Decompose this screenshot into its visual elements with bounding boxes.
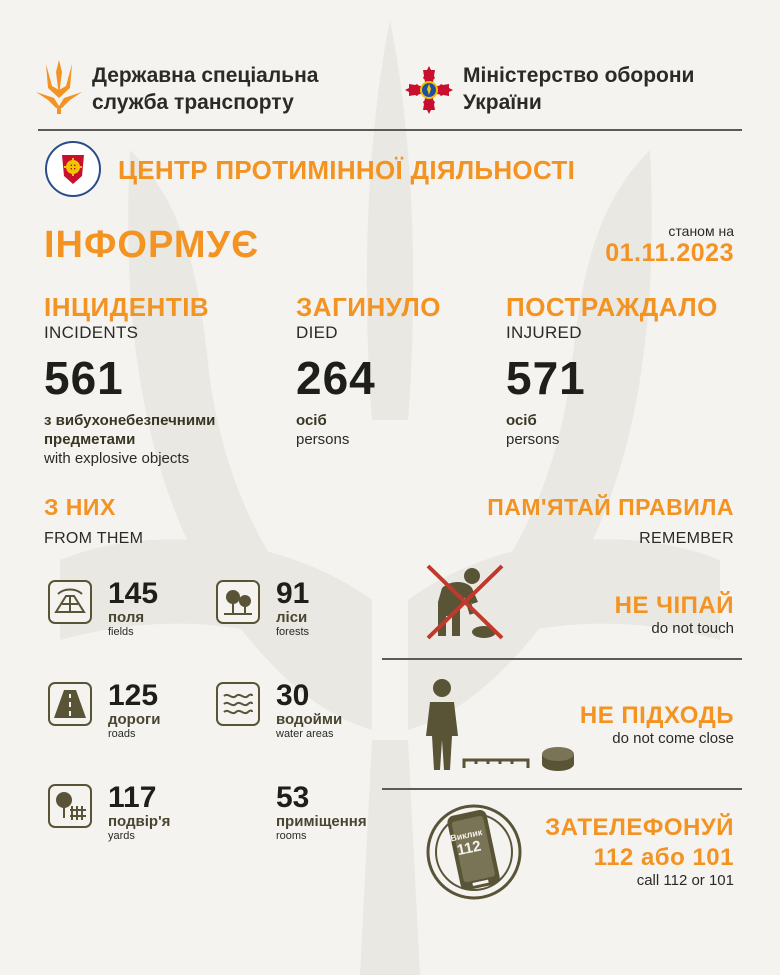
stat-injured-desc-en: persons [506,431,560,448]
rule-do-not-come-close-ua: НЕ ПІДХОДЬ [579,702,734,729]
phone-number: 112 [455,837,483,860]
from-them-en: FROM THEM [44,530,144,547]
category-roads-value: 125 [108,679,159,712]
org1-line1: Державна спеціальна [92,64,319,87]
category-water-ua: водойми [276,711,343,728]
category-rooms-value: 53 [276,781,310,814]
do-not-come-close-icon [418,674,584,774]
category-water-en: water areas [276,728,334,740]
rule-divider-2 [382,788,742,790]
stat-injured [506,292,746,449]
category-rooms-ua: приміщення [276,813,367,830]
stat-died [296,292,496,449]
org2-line2: України [463,91,542,114]
stat-injured-ua: ПОСТРАЖДАЛО [506,292,718,322]
stat-incidents [44,292,294,468]
rule-do-not-touch [615,592,734,637]
category-rooms-en: rooms [276,830,307,842]
stat-incidents-desc-ua: з вибухонебезпечними предметами [44,412,216,448]
stat-injured-desc-ua: осіб [506,412,537,429]
stat-died-ua: ЗАГИНУЛО [296,292,441,322]
stat-died-desc-ua: осіб [296,412,327,429]
as-of-label: станом на [668,223,734,239]
informs-heading: ІНФОРМУЄ [44,224,260,266]
category-fields-ua: поля [108,609,145,626]
category-forests [276,578,309,639]
category-fields [108,578,158,639]
stat-incidents-value: 561 [44,352,124,404]
water-icon [216,682,260,726]
rule-do-not-come-close-en: do not come close [612,730,734,747]
trident-wings-logo [34,58,84,116]
stat-injured-en: INJURED [506,323,582,342]
org2-line1: Міністерство оборони [463,64,695,87]
category-fields-value: 145 [108,577,159,610]
stat-incidents-ua: ІНЦИДЕНТІВ [44,292,210,322]
rule-call-ua: ЗАТЕЛЕФОНУЙ [545,814,734,841]
ministry-cross-emblem [403,64,455,116]
org2-name [463,62,694,116]
category-fields-en: fields [108,626,134,638]
category-yards-ua: подвір'я [108,813,171,830]
rule-call-numbers: 112 або 101 [593,844,734,871]
category-roads-ua: дороги [108,711,161,728]
category-roads-en: roads [108,728,136,740]
category-forests-ua: ліси [276,609,308,626]
category-forests-value: 91 [276,577,310,610]
stat-died-en: DIED [296,323,338,342]
stat-died-value: 264 [296,352,376,404]
category-rooms [276,782,367,843]
rule-call-en: call 112 or 101 [636,872,734,889]
as-of-block [605,223,734,268]
center-title: ЦЕНТР ПРОТИМІННОЇ ДІЯЛЬНОСТІ [118,155,576,185]
category-roads [108,680,160,741]
category-yards-en: yards [108,830,135,842]
rule-call [545,814,734,889]
stat-incidents-desc-en: with explosive objects [44,450,190,467]
remember-heading: ПАМ'ЯТАЙ ПРАВИЛА [487,494,734,520]
remember-en: REMEMBER [639,530,734,547]
forest-icon [216,580,260,624]
mine-action-center-logo [44,140,102,198]
field-icon [48,580,92,624]
org1-name [92,62,318,116]
phone-label: Виклик [449,826,484,844]
category-yards-value: 117 [108,781,157,814]
rule-do-not-touch-ua: НЕ ЧІПАЙ [614,592,734,619]
category-forests-en: forests [276,626,310,638]
category-water-value: 30 [276,679,310,712]
stat-died-desc-en: persons [296,431,350,448]
yard-icon [48,784,92,828]
header-divider [38,129,742,131]
rule-do-not-touch-en: do not touch [651,620,734,637]
stat-injured-value: 571 [506,352,586,404]
category-yards [108,782,170,843]
org1-line2: служба транспорту [92,91,294,114]
category-water [276,680,342,741]
rule-do-not-come-close [580,702,734,747]
rule-divider-1 [382,658,742,660]
road-icon [48,682,92,726]
as-of-date: 01.11.2023 [605,239,734,267]
do-not-touch-icon [420,558,510,646]
stat-incidents-en: INCIDENTS [44,323,139,342]
from-them-heading: З НИХ [44,494,116,520]
